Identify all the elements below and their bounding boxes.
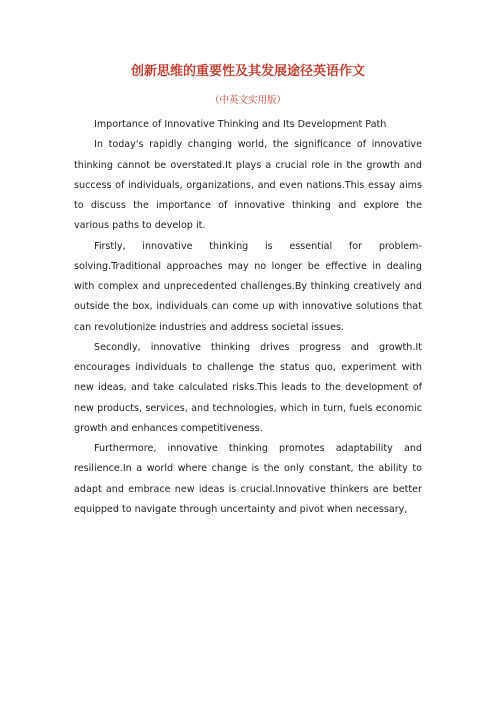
document-body (74, 115, 422, 520)
document-title: 创新思维的重要性及其发展途径英语作文 (130, 64, 365, 79)
paragraph: Secondly, innovative thinking drives progress and growth.It encourages individuals to challenge the status quo, experiment with new ideas, and take calculated risks.This leads to the development of new products, services, and technologies, which in turn, fuels economic growth and enhances competitiveness. (74, 341, 422, 434)
paragraph: Firstly, innovative thinking is essential for problem-solving.Traditional approaches may no longer be effective in dealing with complex and unprecedented challenges.By thinking creatively and outside the box, individuals can come up with innovative solutions that can revolutionize industries and address societal issues. (74, 240, 422, 333)
paragraph: Furthermore, innovative thinking promotes adaptability and resilience.In a world where change is the only constant, the ability to adapt and embrace new ideas is crucial.Innovative thinkers are better equipped to navigate through uncertainty and pivot when necessary, (74, 443, 422, 515)
essay-heading: Importance of Innovative Thinking and Its Development Path (94, 119, 387, 130)
document-subtitle: （中英文实用版） (209, 95, 286, 106)
paragraph: In today's rapidly changing world, the significance of innovative thinking cannot be overstated.It plays a crucial role in the growth and success of individuals, organizations, and even nations.This essay aims to discuss the importance of innovative thinking and explore the various paths to develop it. (74, 139, 422, 232)
